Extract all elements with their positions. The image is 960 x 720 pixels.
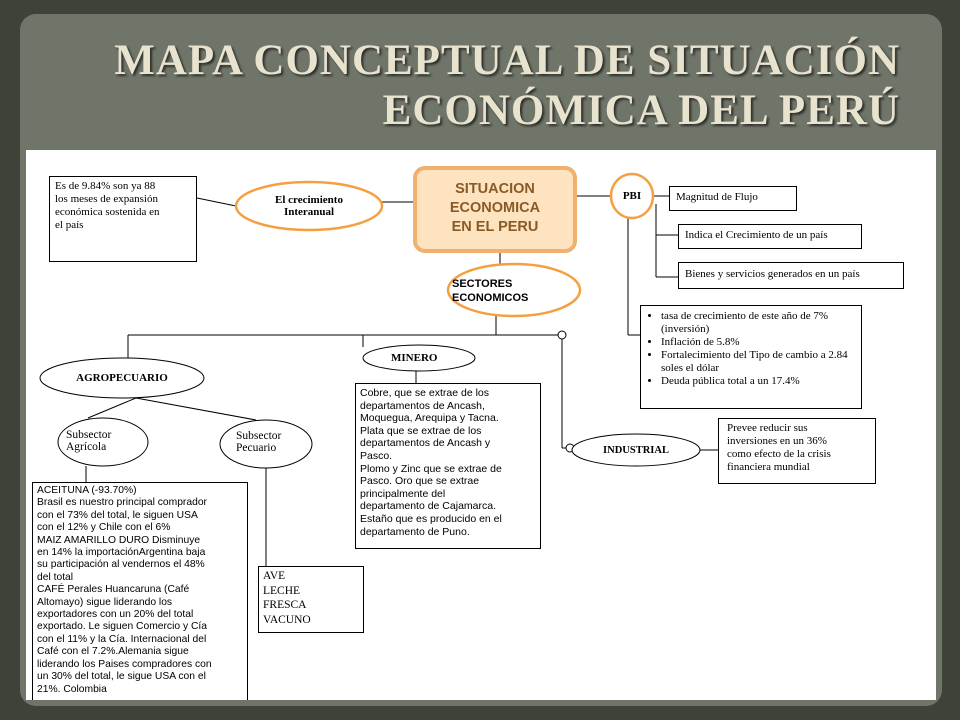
agropecuario-label: AGROPECUARIO [76, 372, 168, 384]
pbi-bullet: • Inflación de 5.8% [661, 336, 857, 349]
text-line: Altomayo) sigue liderando los [37, 596, 173, 608]
text-line: inversiones en un 36% [727, 435, 827, 447]
sectores-label [452, 277, 582, 305]
agricola-label-line: Agrícola [66, 441, 107, 453]
industrial-label: INDUSTRIAL [603, 445, 669, 456]
text-line: liderando los Paises compradores con [37, 658, 212, 670]
text-line: del total [37, 571, 74, 583]
text-line: departamento de Cajamarca. [360, 500, 496, 513]
pbi-item-box: Magnitud de Flujo [669, 186, 797, 211]
center-node-label [415, 180, 575, 237]
text-line: VACUNO [263, 613, 311, 626]
text-line: FRESCA [263, 599, 307, 611]
crecimiento-label [241, 194, 377, 218]
text-line: ACEITUNA (-93.70%) [37, 485, 137, 496]
pecuario-label-line: Subsector [236, 430, 282, 442]
agricola-label [66, 429, 146, 453]
pbi-bullet: • Deuda pública total a un 17.4% [661, 375, 857, 388]
text-line: Café con el 7.2%.Alemania sigue [37, 646, 189, 658]
text-line: en 14% la importaciónArgentina baja [37, 547, 206, 559]
text-line: departamentos de Ancash y [360, 437, 491, 450]
slide [20, 14, 942, 706]
text-line: AVE [263, 570, 286, 582]
pbi-bullet: • tasa de crecimiento de este año de 7% (inversión) [661, 310, 857, 336]
industrial-description-box [718, 418, 876, 484]
text-line: Pasco. [360, 449, 393, 462]
crecimiento-label-line: Interanual [283, 206, 335, 218]
text-line: con el 12% y Chile con el 6% [37, 522, 171, 534]
connector-agro-pecuario [136, 398, 256, 420]
center-line: SITUACION [455, 181, 535, 197]
text-line: Plata que se extrae de los [360, 424, 482, 437]
pbi-item-box: Bienes y servicios generados en un país [678, 262, 904, 289]
pbi-item-box: Indica el Crecimiento de un país [678, 224, 862, 249]
text-line: Brasil es nuestro principal comprador [37, 497, 207, 509]
minero-label: MINERO [391, 352, 438, 364]
text-line: financiera mundial [727, 461, 810, 473]
agricola-label-line: Subsector [66, 429, 112, 441]
pecuario-label-line: Pecuario [236, 442, 277, 454]
text-line: exportado. Le siguen Comercio y Cía [37, 621, 207, 633]
pecuario-label [236, 430, 316, 454]
text-line: los meses de expansión [55, 193, 158, 205]
text-line: Prevee reducir sus [727, 422, 808, 434]
text-line: departamentos de Ancash, [360, 399, 485, 412]
text-line: 21%. Colombia [37, 683, 107, 695]
text-line: como efecto de la crisis [727, 448, 831, 460]
crecimiento-label-line: El crecimiento [275, 194, 343, 206]
pbi-bullet: • Fortalecimiento del Tipo de cambio a 2.84 soles el dólar [661, 349, 857, 375]
text-line: Pasco. Oro que se extrae [360, 475, 480, 488]
text-line: con el 73% del total, le siguen USA [37, 509, 198, 521]
text-line: CAFÉ Perales Huancaruna (Café [37, 584, 190, 596]
text-line: Estaño que es producido en el [360, 512, 502, 525]
text-line: Es de 9.84% son ya 88 [55, 180, 156, 192]
text-line: Cobre, que se extrae de los [360, 387, 489, 399]
pbi-bullet-list [643, 310, 857, 388]
text-line: exportadores con un 20% del total [37, 609, 194, 621]
text-line: Plomo y Zinc que se extrae de [360, 462, 502, 475]
text-line: económica sostenida en [55, 206, 160, 218]
junction-node-1 [558, 331, 566, 339]
text-line: principalmente del [360, 487, 446, 500]
sectores-label-line: SECTORES [452, 278, 513, 290]
pbi-label: PBI [622, 190, 642, 202]
pbi-bullets-box [640, 305, 862, 409]
center-line: EN EL PERU [451, 219, 539, 235]
text-line: el país [55, 219, 84, 231]
text-line: su participación al vendernos el 48% [37, 559, 205, 571]
connector-agro-agricola [88, 398, 136, 418]
concept-map-panel [26, 150, 936, 700]
center-line: ECONOMICA [449, 200, 541, 216]
pecuario-products-box [258, 566, 364, 633]
sectores-label-line: ECONOMICOS [452, 292, 529, 304]
slide-title-line-2: ECONÓMICA DEL PERÚ [382, 87, 900, 134]
text-line: Moquegua, Arequipa y Tacna. [360, 412, 499, 425]
connector-crecimiento-desc [197, 198, 236, 206]
title-bar [20, 14, 942, 148]
text-line: departamento de Puno. [360, 525, 470, 538]
text-line: LECHE [263, 584, 301, 597]
text-line: con el 11% y la Cía. Internacional del [37, 633, 207, 645]
agricola-description-box [32, 482, 248, 700]
crecimiento-description-box [49, 176, 197, 262]
text-line: MAIZ AMARILLO DURO Disminuye [37, 534, 201, 546]
text-line: un 30% del total, le sigue USA con el [37, 671, 206, 683]
minero-description-box [355, 383, 541, 549]
slide-title-line-1: MAPA CONCEPTUAL DE SITUACIÓN [114, 37, 900, 84]
